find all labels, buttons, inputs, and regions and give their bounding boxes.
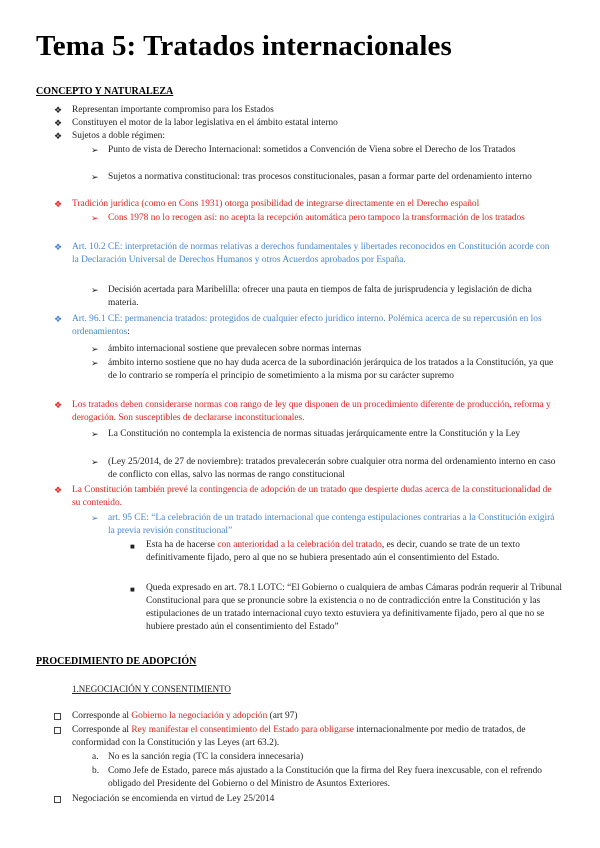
- checkbox-square-icon: [54, 796, 61, 803]
- list-item: Sujetos a normativa constitucional: tras procesos constitucionales, pasan a formar parte del ordenamiento interno: [108, 172, 532, 182]
- subsection-heading: 1.NEGOCIACIÓN Y CONSENTIMIENTO: [72, 684, 231, 694]
- list-item-text: Corresponde al: [72, 725, 132, 735]
- list-item: Art. 10.2 CE: interpretación de normas relativas a derechos fundamentales y libertades reconocidos en Constitución acorde con la Declaración Universal de Derechos Humanos y otros Acuerdos aprobados por España.: [72, 242, 550, 265]
- list-item: ámbito interno sostiene que no hay duda acerca de la subordinación jerárquica de los tratados a la Constitución, ya que de lo contrario se rompería el principio de sometimiento a la misma por su carácter supremo: [108, 358, 554, 381]
- square-bullet-icon: ■: [130, 542, 135, 551]
- arrow-bullet-icon: ➢: [91, 358, 99, 368]
- list-item: La Constitución no contempla la existencia de normas situadas jerárquicamente entre la Constitución y la Ley: [108, 429, 521, 439]
- list-item: Cons 1978 no lo recogen así: no acepta la recepción automática pero tampoco la transformación de los tratados: [108, 213, 525, 223]
- diamond-bullet-icon: ❖: [54, 199, 63, 209]
- list-letter: a.: [92, 752, 99, 762]
- list-item: (Ley 25/2014, de 27 de noviembre): tratados prevalecerán sobre cualquier otra norma del ordenamiento interno en caso de conflicto con ellas, salvo las normas de rango constitucional: [108, 457, 556, 480]
- list-item-text: Art. 96.1 CE: permanencia tratados: protegidos de cualquier efecto jurídico interno. Polémica acerca de su repercusión en los ordenamientos: [72, 314, 542, 337]
- list-item: [72, 710, 558, 723]
- diamond-bullet-icon: ❖: [54, 314, 63, 324]
- highlight-text: Gobierno la negociación y adopción: [131, 711, 268, 721]
- highlight-text: Rey manifestar el consentimiento del Estado para obligarse: [131, 725, 354, 735]
- highlight-text: con anterioridad a la celebración del tratado: [217, 540, 382, 550]
- list-item-text: , es decir, cuando se trate de un texto definitivamente fijado, pero al que no se hubiera presentado aún el consentimiento del Estado.: [146, 540, 520, 563]
- diamond-bullet-icon: ❖: [54, 485, 63, 495]
- arrow-bullet-icon: ➢: [91, 172, 99, 182]
- list-item: No es la sanción regia (TC la considera innecesaria): [108, 752, 304, 762]
- list-item: Queda expresado en art. 78.1 LOTC: “El Gobierno o cualquiera de ambas Cámaras podrán requerir al Tribunal Constitucional para que se pronuncie sobre la existencia o no de contradicción entre la Constitución y las estipulaciones de un tratado internacional cuyo texto estuviera ya definitivamente fijado, pero al que no se hubiere prestado aún el consentimiento del Estado”: [146, 583, 563, 632]
- list-item: Como Jefe de Estado, parece más ajustado a la Constitución que la firma del Rey fuera inexcusable, con el refrendo obligado del Presidente del Gobierno o del Ministro de Asuntos Exteriores.: [108, 766, 542, 789]
- list-item-text: (art 97): [267, 711, 298, 721]
- arrow-bullet-icon: ➢: [91, 457, 99, 467]
- list-item: [72, 724, 558, 750]
- checkbox-square-icon: [54, 713, 61, 720]
- list-item: Punto de vista de Derecho Internacional: sometidos a Convención de Viena sobre el Derecho de los Tratados: [108, 145, 516, 155]
- list-item-text: Corresponde al: [72, 711, 132, 721]
- list-item: [72, 313, 558, 339]
- list-item: [146, 539, 562, 565]
- diamond-bullet-icon: ❖: [54, 118, 63, 128]
- list-item: ámbito internacional sostiene que prevalecen sobre normas internas: [108, 344, 362, 354]
- list-item: Constituyen el motor de la labor legislativa en el ámbito estatal interno: [72, 118, 338, 128]
- page-title: Tema 5: Tratados internacionales: [36, 30, 452, 62]
- checkbox-square-icon: [54, 727, 61, 734]
- diamond-bullet-icon: ❖: [54, 242, 63, 252]
- section-heading-procedimiento: PROCEDIMIENTO DE ADOPCIÓN: [36, 656, 197, 667]
- list-item-text: internacionalmente por medio de tratados, de conformidad con la Constitución y las Leyes (art 63.2).: [72, 725, 526, 748]
- list-item: Los tratados deben considerarse normas con rango de ley que disponen de un procedimiento diferente de producción, reforma y derogación. Son susceptibles de declararse inconstitucionales.: [72, 400, 551, 423]
- arrow-bullet-icon: ➢: [91, 429, 99, 439]
- list-item-text: Esta ha de hacerse: [146, 540, 218, 550]
- list-item: Tradición jurídica (como en Cons 1931) otorga posibilidad de integrarse directamente en el Derecho español: [72, 199, 480, 209]
- arrow-bullet-icon: ➢: [91, 344, 99, 354]
- arrow-bullet-icon: ➢: [91, 145, 99, 155]
- arrow-bullet-icon: ➢: [91, 213, 99, 223]
- list-item: La Constitución también prevé la contingencia de adopción de un tratado que despierte dudas acerca de la constitucionalidad de su contenido.: [72, 485, 552, 508]
- diamond-bullet-icon: ❖: [54, 105, 63, 115]
- list-item: Decisión acertada para Maribelilla: ofrecer una pauta en tiempos de falta de jurisprudencia y legislación de dicha materia.: [108, 285, 532, 308]
- diamond-bullet-icon: ❖: [54, 131, 63, 141]
- list-item: Negociación se encomienda en virtud de Ley 25/2014: [72, 794, 275, 804]
- square-bullet-icon: ■: [130, 585, 135, 594]
- arrow-bullet-icon: ➢: [91, 285, 99, 295]
- list-item-colon: :: [127, 327, 130, 337]
- arrow-bullet-icon: ➢: [91, 513, 99, 523]
- list-letter: b.: [92, 766, 100, 776]
- section-heading-concepto: CONCEPTO Y NATURALEZA: [36, 86, 174, 97]
- list-item: Sujetos a doble régimen:: [72, 131, 165, 141]
- list-item: art. 95 CE: “La celebración de un tratado internacional que contenga estipulaciones contrarias a la Constitución exigirá la previa revisión constitucional”: [108, 513, 555, 536]
- list-item: Representan importante compromiso para los Estados: [72, 105, 274, 115]
- diamond-bullet-icon: ❖: [54, 400, 63, 410]
